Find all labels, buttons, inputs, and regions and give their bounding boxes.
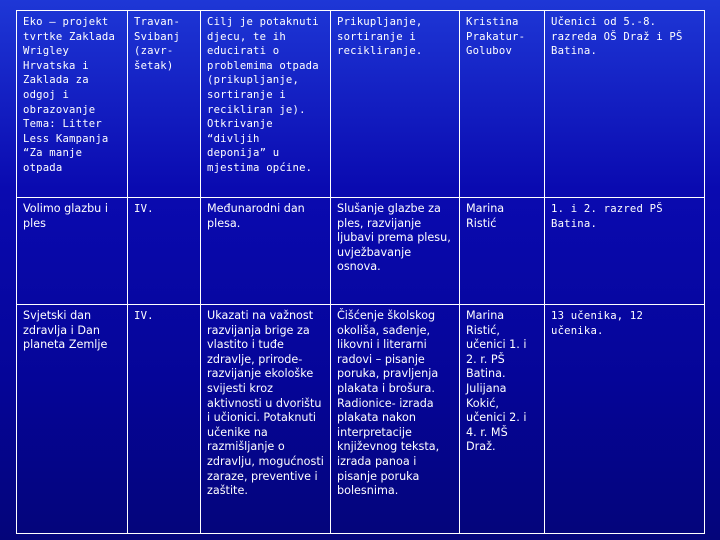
leader-cell: Kristina Prakatur-Golubov bbox=[460, 11, 545, 198]
period-cell: IV. bbox=[128, 198, 201, 305]
activity-cell: Volimo glazbu i ples bbox=[17, 198, 128, 305]
leader-cell: Marina Ristić, učenici 1. i 2. r. PŠ Batina. Julijana Kokić, učenici 2. i 4. r. MŠ Draž. bbox=[460, 305, 545, 534]
participants-cell: 1. i 2. razred PŠ Batina. bbox=[545, 198, 705, 305]
table-row bbox=[17, 305, 705, 534]
activity-plan-table bbox=[16, 10, 705, 534]
period-cell: IV. bbox=[128, 305, 201, 534]
leader-cell: Marina Ristić bbox=[460, 198, 545, 305]
participants-cell: 13 učenika, 12 učenika. bbox=[545, 305, 705, 534]
content-cell: Čišćenje školskog okoliša, sađenje, likovni i literarni radovi – pisanje poruka, pravljenja plakata i brošura. Radionice- izrada plakata nakon interpretacije književnog teksta, izrada panoa i pisanje poruka bolesnima. bbox=[331, 305, 460, 534]
content-cell: Prikupljanje, sortiranje i recikliranje. bbox=[331, 11, 460, 198]
table-row bbox=[17, 198, 705, 305]
participants-cell: Učenici od 5.-8. razreda OŠ Draž i PŠ Batina. bbox=[545, 11, 705, 198]
goal-cell: Cilj je potaknuti djecu, te ih educirati o problemima otpada (prikupljanje, sortiranje i recikliran je). Otkrivanje “divljih deponija” u mjestima općine. bbox=[201, 11, 331, 198]
table-row bbox=[17, 11, 705, 198]
content-cell: Slušanje glazbe za ples, razvijanje ljubavi prema plesu, uvježbavanje osnova. bbox=[331, 198, 460, 305]
goal-cell: Međunarodni dan plesa. bbox=[201, 198, 331, 305]
activity-cell: Eko – projekt tvrtke Zaklada Wrigley Hrvatska i Zaklada za odgoj i obrazovanje Tema: Litter Less Kampanja “Za manje otpada bbox=[17, 11, 128, 198]
goal-cell: Ukazati na važnost razvijanja brige za vlastito i tuđe zdravlje, prirode-razvijanje ekološke svijesti kroz aktivnosti u dvorištu i učionici. Potaknuti učenike na razmišljanje o zdravlju, mogućnosti zaraze, preventive i zaštite. bbox=[201, 305, 331, 534]
activity-cell: Svjetski dan zdravlja i Dan planeta Zemlje bbox=[17, 305, 128, 534]
period-cell: Travan- Svibanj (zavr- šetak) bbox=[128, 11, 201, 198]
